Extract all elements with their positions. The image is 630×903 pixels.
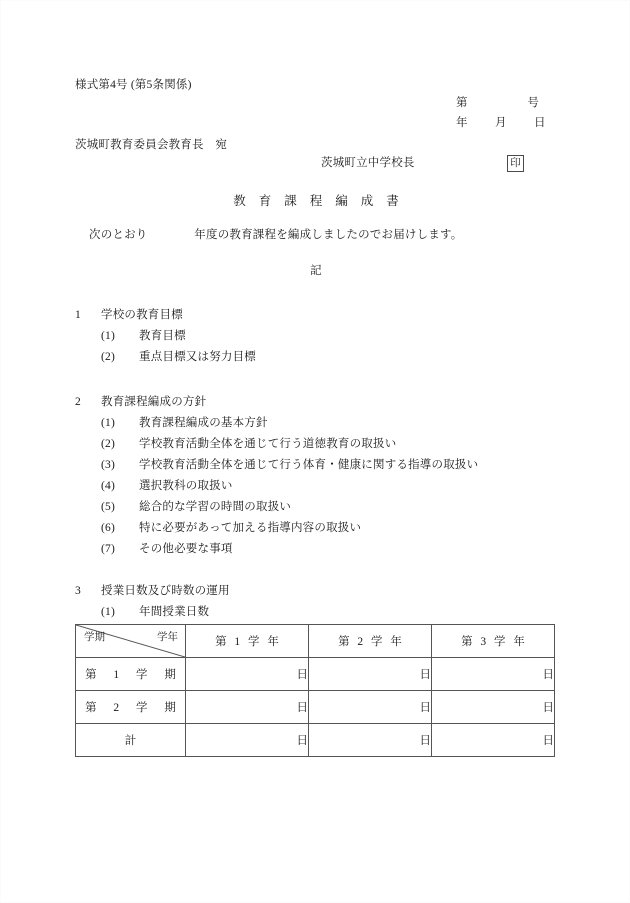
item-label: 年間授業日数 [139,606,210,618]
corner-row-header: 学期 [84,632,105,643]
document-date-field: 年 月 日 [456,117,546,129]
annual-school-days-table-wrapper [75,624,555,757]
item-number: (7) [101,543,116,555]
section-3-heading [75,586,230,598]
item-label: 特に必要があって加える指導内容の取扱い [139,522,362,534]
section-2-item-1 [101,418,268,430]
table-col-header-grade1: 第 1 学 年 [186,625,309,658]
item-number: (1) [101,606,116,618]
annual-school-days-table [75,624,555,757]
item-label: 学校教育活動全体を通じて行う道徳教育の取扱い [139,438,397,450]
table-cell-total-grade3[interactable]: 日 [432,724,555,757]
section-2-item-4 [101,481,233,493]
section-1-label: 学校の教育目標 [101,309,183,321]
table-cell-term1-grade3[interactable]: 日 [432,658,555,691]
item-number: (1) [101,330,116,342]
table-cell-term2-grade1[interactable]: 日 [186,691,309,724]
table-cell-term2-grade2[interactable]: 日 [309,691,432,724]
section-1-heading [75,310,183,322]
section-1-item-1 [101,331,186,343]
item-number: (1) [101,417,116,429]
item-label: 総合的な学習の時間の取扱い [139,501,292,513]
section-2-item-2 [101,439,396,451]
section-1-number: 1 [75,309,81,321]
item-label: 教育課程編成の基本方針 [139,417,268,429]
table-cell-term2-grade3[interactable]: 日 [432,691,555,724]
item-label: その他必要な事項 [139,543,233,555]
section-2-item-5 [101,502,291,514]
item-number: (5) [101,501,116,513]
form-number: 様式第4号 (第5条関係) [75,79,192,91]
table-cell-total-grade2[interactable]: 日 [309,724,432,757]
item-label: 選択教科の取扱い [139,480,233,492]
corner-col-header: 学年 [157,632,178,643]
section-2-item-7 [101,544,233,556]
table-row-header-total: 計 [76,724,186,757]
table-row [76,658,555,691]
table-corner-cell [76,625,186,658]
table-cell-term1-grade2[interactable]: 日 [309,658,432,691]
section-2-label: 教育課程編成の方針 [101,396,207,408]
table-cell-total-grade1[interactable]: 日 [186,724,309,757]
sender-line: 茨城町立中学校長 [321,157,415,169]
table-row-header-term2: 第 2 学 期 [76,691,186,724]
document-number-field: 第 号 [456,97,540,109]
section-3-item-1 [101,607,209,619]
section-2-number: 2 [75,396,81,408]
item-number: (6) [101,522,116,534]
section-2-item-6 [101,523,361,535]
item-label: 重点目標又は努力目標 [139,351,256,363]
item-number: (4) [101,480,116,492]
table-col-header-grade2: 第 2 学 年 [309,625,432,658]
item-label: 教育目標 [139,330,186,342]
table-col-header-grade3: 第 3 学 年 [432,625,555,658]
table-row [76,724,555,757]
lead-sentence: 次のとおり 年度の教育課程を編成しましたのでお届けします。 [89,229,463,241]
item-label: 学校教育活動全体を通じて行う体育・健康に関する指導の取扱い [139,459,479,471]
item-number: (3) [101,459,116,471]
table-cell-term1-grade1[interactable]: 日 [186,658,309,691]
page-title: 教育課程編成書 [233,194,412,208]
item-number: (2) [101,438,116,450]
table-row-header-term1: 第 1 学 期 [76,658,186,691]
item-number: (2) [101,351,116,363]
table-row [76,691,555,724]
section-2-item-3 [101,460,478,472]
ki-marker: 記 [310,265,322,277]
section-1-item-2 [101,352,256,364]
section-3-number: 3 [75,585,81,597]
addressee-line: 茨城町教育委員会教育長 宛 [75,139,228,151]
seal-stamp-box: 印 [507,155,524,172]
section-3-label: 授業日数及び時数の運用 [101,585,230,597]
table-header-row [76,625,555,658]
document-body [1,1,630,903]
section-2-heading [75,397,206,409]
